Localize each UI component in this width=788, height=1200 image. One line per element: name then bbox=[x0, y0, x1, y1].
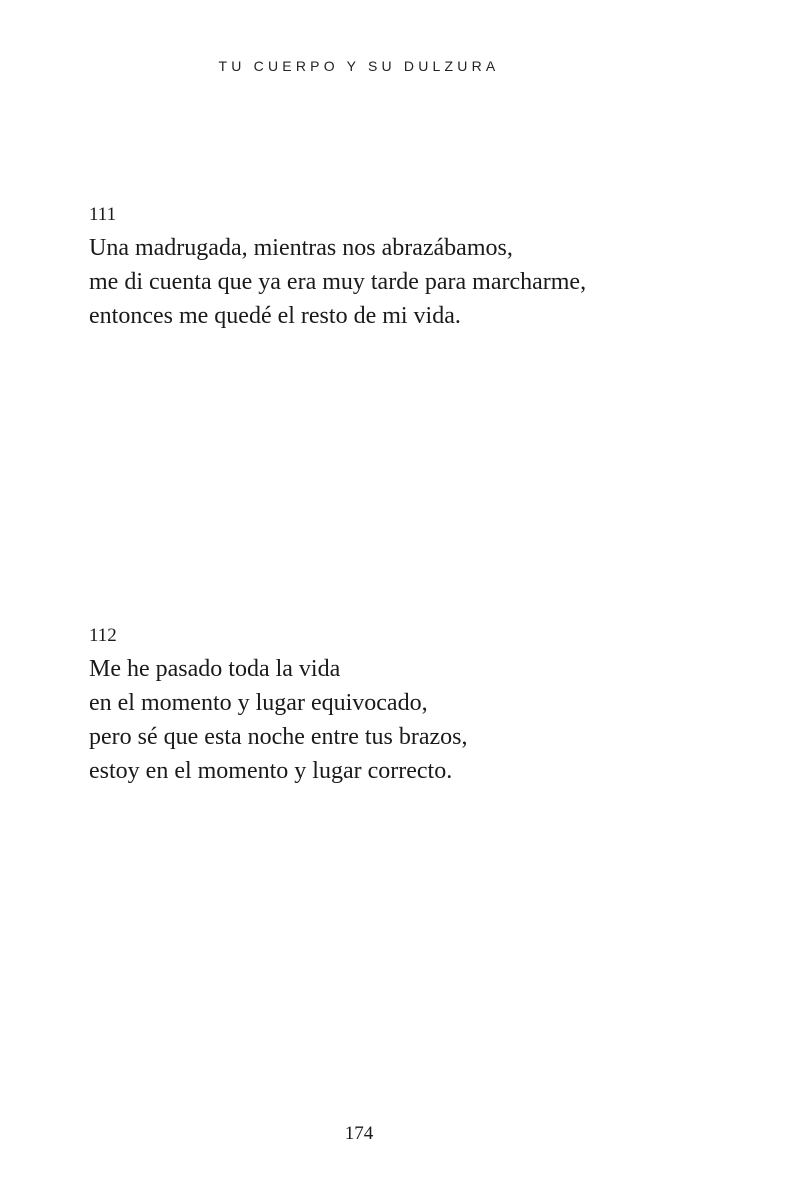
poem-number: 112 bbox=[89, 625, 117, 646]
poem-line: Me he pasado toda la vida bbox=[89, 656, 341, 682]
poem-line: en el momento y lugar equivocado, bbox=[89, 690, 428, 716]
poem-line: estoy en el momento y lugar correcto. bbox=[89, 758, 453, 784]
poem-line: me di cuenta que ya era muy tarde para marcharme, bbox=[89, 269, 587, 295]
poem-number: 111 bbox=[89, 204, 117, 225]
poem-line: pero sé que esta noche entre tus brazos, bbox=[89, 724, 468, 750]
page-number: 174 bbox=[344, 1123, 374, 1144]
poem-111 bbox=[89, 203, 729, 333]
running-header: TU CUERPO Y SU DULZURA bbox=[218, 58, 500, 74]
poem-112 bbox=[89, 624, 729, 788]
poem-line: entonces me quedé el resto de mi vida. bbox=[89, 303, 461, 329]
poem-line: Una madrugada, mientras nos abrazábamos, bbox=[89, 235, 513, 261]
